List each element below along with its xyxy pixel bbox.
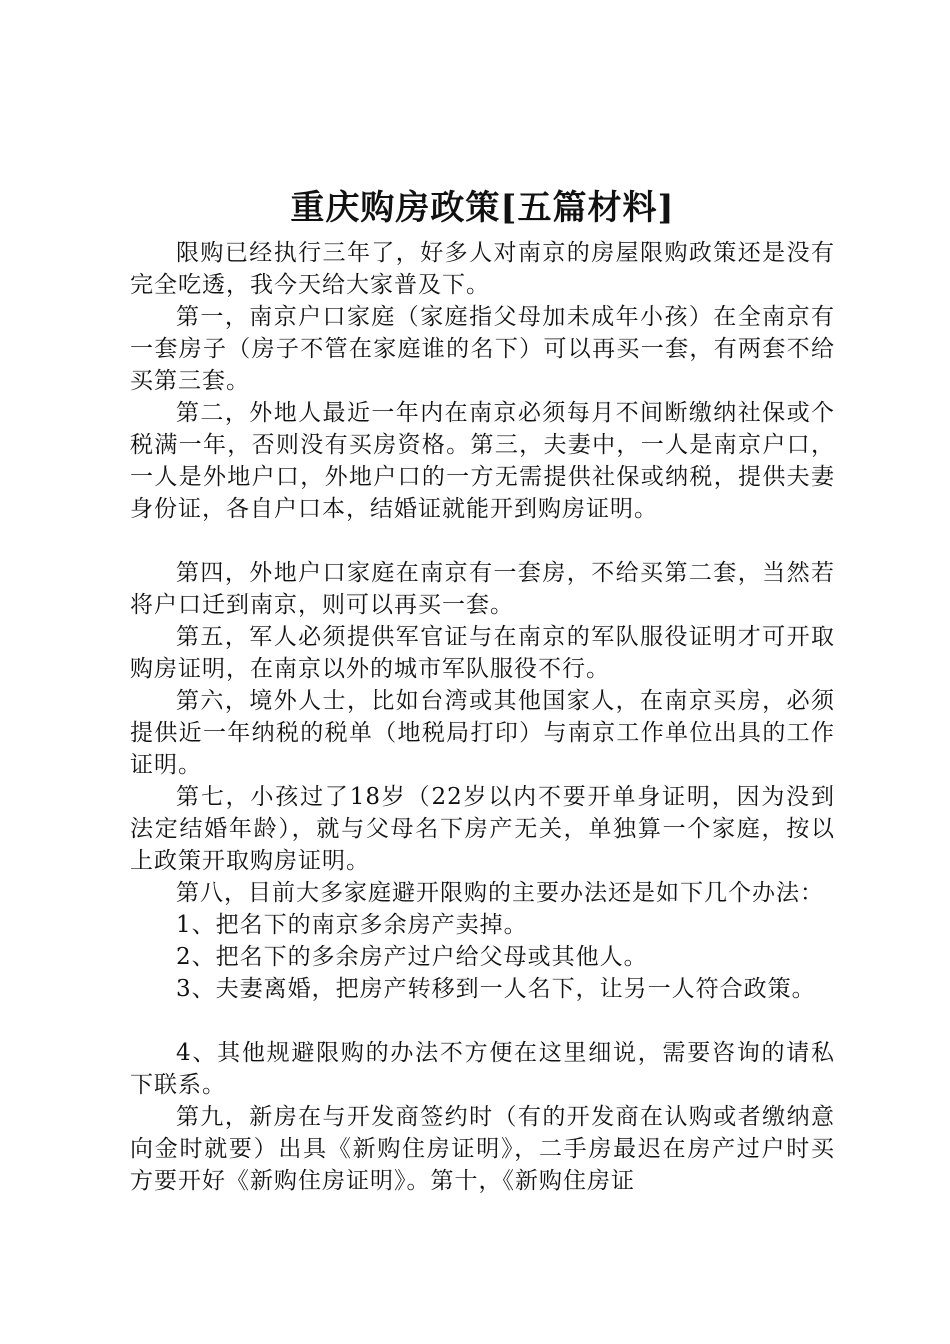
paragraph-first: 第一，南京户口家庭（家庭指父母加未成年小孩）在全南京有一套房子（房子不管在家庭谁的名下）可以再买一套，有两套不给买第三套。 — [130, 304, 835, 394]
paragraph-seventh: 第七，小孩过了18岁（22岁以内不要开单身证明，因为没到法定结婚年龄），就与父母名下房产无关，单独算一个家庭，按以上政策开取购房证明。 — [130, 784, 835, 874]
paragraph-fifth: 第五，军人必须提供军官证与在南京的军队服役证明才可开取购房证明，在南京以外的城市军队服役不行。 — [130, 624, 835, 682]
paragraph-eighth: 第八，目前大多家庭避开限购的主要办法还是如下几个办法： — [176, 880, 824, 906]
paragraph-ninth-tenth: 第九，新房在与开发商签约时（有的开发商在认购或者缴纳意向金时就要）出具《新购住房证明》，二手房最迟在房产过户时买方要开好《新购住房证明》。第十，《新购住房证 — [130, 1104, 835, 1194]
paragraph-fourth: 第四，外地户口家庭在南京有一套房，不给买第二套，当然若将户口迁到南京，则可以再买一套。 — [130, 560, 835, 618]
paragraph-sixth: 第六，境外人士，比如台湾或其他国家人，在南京买房，必须提供近一年纳税的税单（地税局打印）与南京工作单位出具的工作证明。 — [130, 688, 835, 778]
list-item-4: 4、其他规避限购的办法不方便在这里细说，需要咨询的请私下联系。 — [130, 1040, 835, 1098]
document-title: 重庆购房政策[五篇材料] — [290, 188, 675, 228]
list-item-1: 1、把名下的南京多余房产卖掉。 — [176, 912, 528, 938]
paragraph-intro: 限购已经执行三年了，好多人对南京的房屋限购政策还是没有完全吃透，我今天给大家普及下。 — [130, 240, 835, 298]
document-page — [130, 185, 835, 1197]
paragraph-second-third: 第二，外地人最近一年内在南京必须每月不间断缴纳社保或个税满一年，否则没有买房资格。第三，夫妻中，一人是南京户口，一人是外地户口，外地户口的一方无需提供社保或纳税，提供夫妻身份证，各自户口本，结婚证就能开到购房证明。 — [130, 400, 835, 522]
list-item-3: 3、夫妻离婚，把房产转移到一人名下，让另一人符合政策。 — [176, 976, 816, 1002]
list-item-2: 2、把名下的多余房产过户给父母或其他人。 — [176, 944, 648, 970]
